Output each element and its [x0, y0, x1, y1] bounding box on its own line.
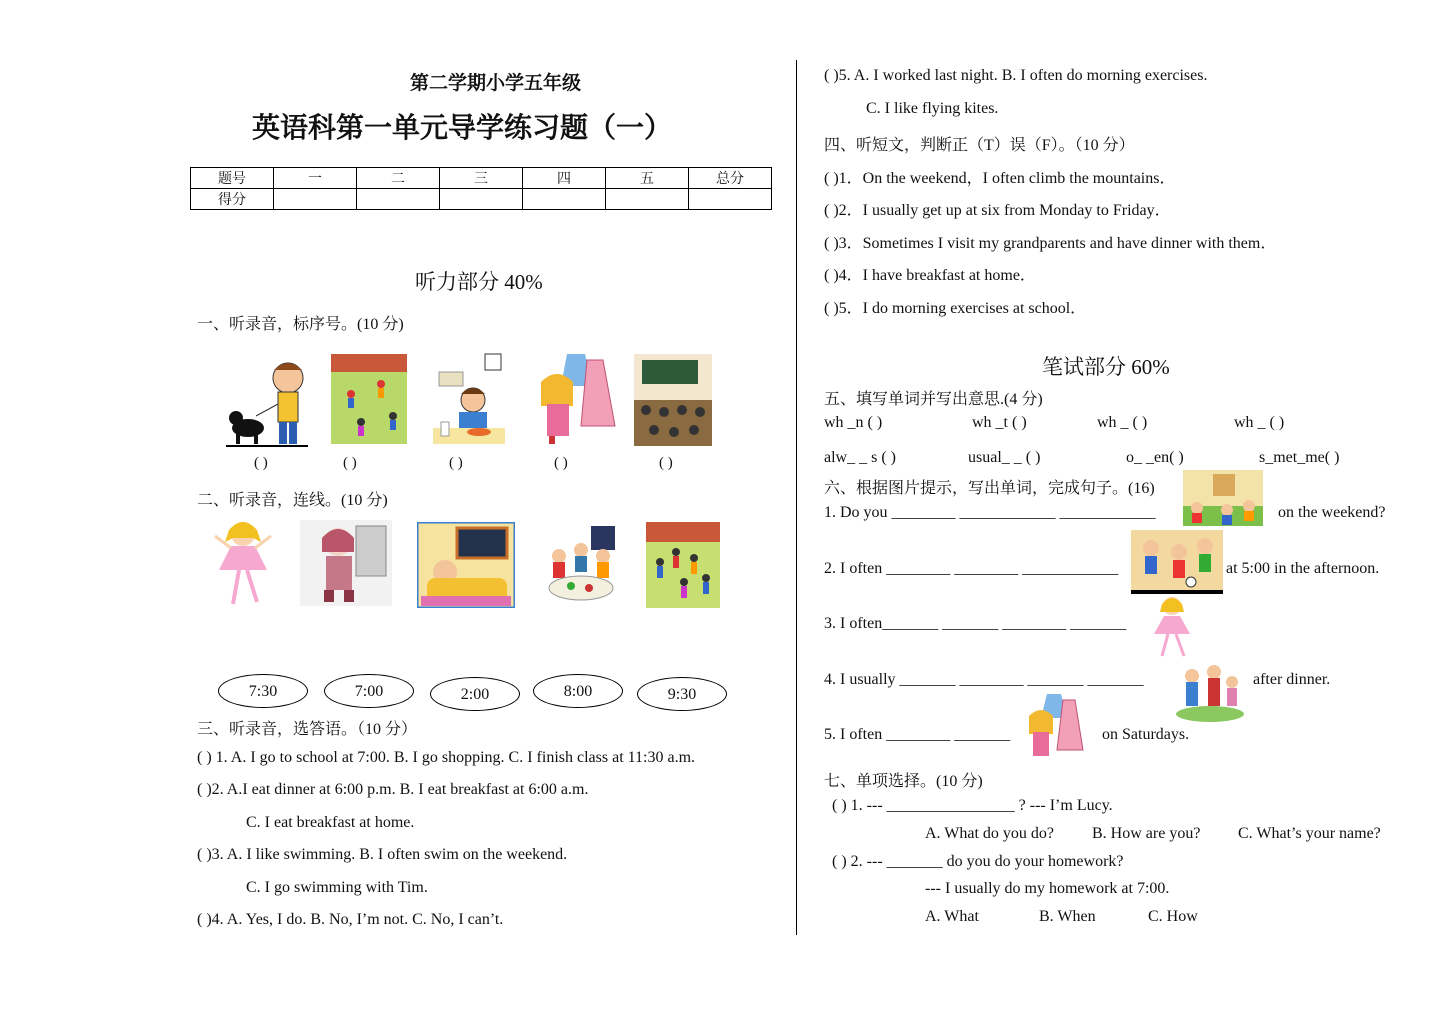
part5-title: 五、填写单词并写出意思.(4 分)	[824, 391, 1043, 408]
score-input-cell[interactable]	[689, 189, 772, 210]
kids-park-picture	[1183, 470, 1263, 526]
part7-option: C. How	[1148, 908, 1198, 925]
score-cell: 总分	[689, 168, 772, 189]
part6-sentence-1-end: on the weekend?	[1278, 504, 1386, 521]
part6-sentence-4-end: after dinner.	[1253, 671, 1331, 688]
part3-item: C. I go swimming with Tim.	[246, 879, 428, 896]
part6-sentence-5[interactable]: 5. I often ________ _______	[824, 726, 1011, 743]
part5-word[interactable]: wh _n ( )	[824, 414, 883, 431]
part1-blank[interactable]: ( )	[449, 455, 463, 471]
part6-sentence-2[interactable]: 2. I often ________ ________ ____________	[824, 560, 1119, 577]
part3-item: C. I eat breakfast at home.	[246, 814, 415, 831]
ballet-girl-small-picture	[1150, 594, 1194, 660]
part7-option: C. What’s your name?	[1238, 825, 1381, 842]
score-input-cell[interactable]	[357, 189, 440, 210]
part6-sentence-2-end: at 5:00 in the afternoon.	[1226, 560, 1380, 577]
part3-item: C. I like flying kites.	[866, 100, 999, 117]
part5-word[interactable]: alw_ _ s ( )	[824, 449, 896, 466]
score-input-cell[interactable]	[523, 189, 606, 210]
part3-item: ( )4. A. Yes, I do. B. No, I’m not. C. No, I can’t.	[197, 911, 504, 928]
time-oval[interactable]: 7:30	[218, 674, 308, 708]
written-heading: 笔试部分 60%	[1042, 355, 1170, 379]
score-cell: 一	[274, 168, 357, 189]
part7-question-2[interactable]: ( ) 2. --- _______ do you do your homework?	[832, 853, 1124, 870]
girl-shopping-picture	[300, 520, 392, 606]
part5-word[interactable]: wh _ ( )	[1097, 414, 1148, 431]
part7-answer: --- I usually do my homework at 7:00.	[925, 880, 1170, 897]
score-cell: 得分	[191, 189, 274, 210]
part3-item: ( )5. A. I worked last night. B. I often do morning exercises.	[824, 67, 1208, 84]
column-divider	[796, 60, 797, 935]
part6-sentence-1[interactable]: 1. Do you ________ ____________ ____________	[824, 504, 1156, 521]
part1-title: 一、听录音，标序号。(10 分)	[197, 316, 404, 333]
score-cell: 五	[606, 168, 689, 189]
part4-item: ( )5．I do morning exercises at school．	[824, 300, 1087, 317]
part2-title: 二、听录音，连线。(10 分)	[197, 492, 388, 509]
score-input-cell[interactable]	[606, 189, 689, 210]
part5-word[interactable]: o_ _en( )	[1126, 449, 1184, 466]
part3-item: ( )3. A. I like swimming. B. I often swim on the weekend.	[197, 846, 568, 863]
kids-playground-picture	[646, 522, 720, 608]
boy-sleeping-picture	[417, 522, 515, 608]
girl-with-dresses-picture	[537, 346, 617, 446]
score-cell: 二	[357, 168, 440, 189]
listening-heading: 听力部分 40%	[415, 270, 543, 294]
part1-blank[interactable]: ( )	[343, 455, 357, 471]
family-walk-picture	[1174, 660, 1246, 722]
kids-playing-field-picture	[331, 354, 407, 444]
part4-item: ( )1．On the weekend，I often climb the mountains．	[824, 170, 1176, 187]
part7-title: 七、单项选择。(10 分)	[824, 773, 983, 790]
boy-walking-dog-picture	[226, 356, 308, 448]
part5-word[interactable]: s_met_me( )	[1259, 449, 1340, 466]
part6-sentence-5-end: on Saturdays.	[1102, 726, 1190, 743]
score-table-header-row	[191, 168, 772, 189]
part6-sentence-3[interactable]: 3. I often_______ _______ ________ _______	[824, 615, 1127, 632]
part7-option: A. What	[925, 908, 979, 925]
score-cell: 三	[440, 168, 523, 189]
girl-with-dresses-small-picture	[1025, 690, 1085, 762]
part5-word[interactable]: usual_ _ ( )	[968, 449, 1041, 466]
time-oval[interactable]: 2:00	[430, 677, 520, 711]
time-oval[interactable]: 9:30	[637, 677, 727, 711]
part5-word[interactable]: wh _t ( )	[972, 414, 1027, 431]
part1-blank[interactable]: ( )	[659, 455, 673, 471]
family-dinner-picture	[545, 524, 617, 606]
subtitle: 第二学期小学五年级	[410, 72, 582, 94]
playing-games-picture	[1131, 530, 1223, 594]
part4-item: ( )4．I have breakfast at home．	[824, 267, 1036, 284]
part7-question-1[interactable]: ( ) 1. --- ________________ ? --- I’m Lucy.	[832, 797, 1113, 814]
part3-item: ( )2. A.I eat dinner at 6:00 p.m. B. I eat breakfast at 6:00 a.m.	[197, 781, 589, 798]
score-input-cell[interactable]	[440, 189, 523, 210]
score-cell: 题号	[191, 168, 274, 189]
boy-eating-breakfast-picture	[433, 352, 505, 444]
part4-item: ( )3．Sometimes I visit my grandparents and have dinner with them．	[824, 235, 1277, 252]
score-table-score-row	[191, 189, 772, 210]
ballet-girl-picture	[213, 516, 273, 608]
classroom-picture	[634, 354, 712, 446]
part5-word[interactable]: wh _ ( )	[1234, 414, 1285, 431]
part7-option: B. How are you?	[1092, 825, 1201, 842]
part1-blank[interactable]: ( )	[554, 455, 568, 471]
part1-blank[interactable]: ( )	[254, 455, 268, 471]
part3-title: 三、听录音，选答语。（10 分）	[197, 721, 418, 738]
score-table	[190, 167, 772, 210]
part3-item: ( ) 1. A. I go to school at 7:00. B. I go shopping. C. I finish class at 11:30 a.m.	[197, 749, 696, 766]
score-cell: 四	[523, 168, 606, 189]
time-oval[interactable]: 7:00	[324, 674, 414, 708]
part4-title: 四、听短文，判断正（T）误（F）。（10 分）	[824, 137, 1135, 154]
part4-item: ( )2．I usually get up at six from Monday to Friday．	[824, 202, 1171, 219]
part6-sentence-4[interactable]: 4. I usually _______ ________ _______ _______	[824, 671, 1144, 688]
time-oval[interactable]: 8:00	[533, 674, 623, 708]
page-title: 英语科第一单元导学练习题（一）	[252, 111, 673, 144]
part7-option: A. What do you do?	[925, 825, 1055, 842]
score-input-cell[interactable]	[274, 189, 357, 210]
part6-title: 六、根据图片提示，写出单词，完成句子。(16)	[824, 480, 1155, 497]
part7-option: B. When	[1039, 908, 1096, 925]
